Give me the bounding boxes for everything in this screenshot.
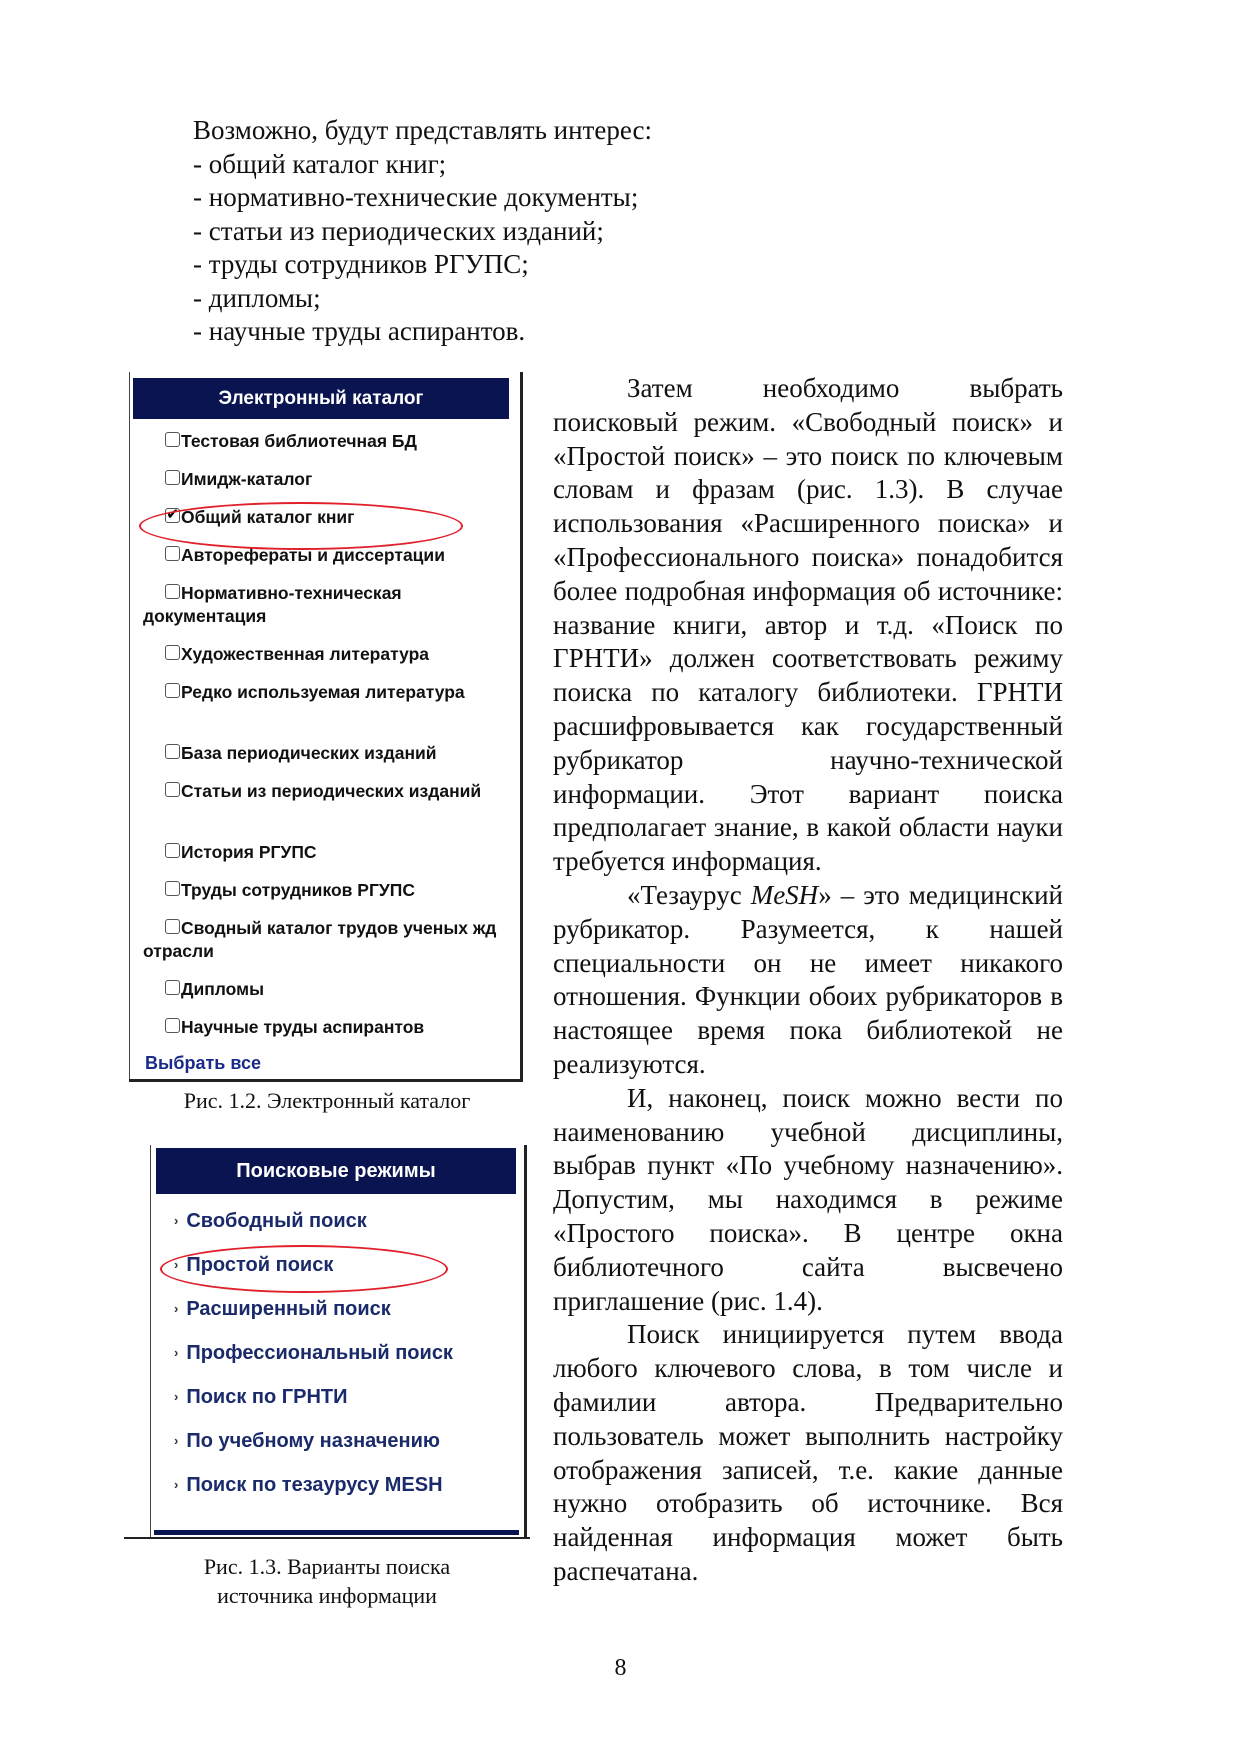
- checkbox[interactable]: [165, 1018, 180, 1033]
- catalog-figure: [129, 372, 523, 1082]
- chevron-right-icon: ›: [174, 1477, 179, 1492]
- catalog-checkbox-item[interactable]: [143, 1016, 498, 1039]
- checkbox[interactable]: [165, 584, 180, 599]
- checkbox-label: Авторефераты и диссертации: [181, 545, 445, 565]
- mode-link-mesh-search[interactable]: [174, 1474, 443, 1497]
- figure-caption: Рис. 1.2. Электронный каталог: [183, 1088, 471, 1113]
- chevron-right-icon: ›: [174, 1301, 179, 1316]
- checkbox-label: Общий каталог книг: [181, 507, 355, 527]
- paragraph: И, наконец, поиск можно вести по наименованию учебной дисциплины, выбрав пункт «По учебному назначению». Допустим, мы находимся в режиме «Простого поиска». В центре окна библиотечного сайта высвечено приглашение (рис. 1.4).: [553, 1082, 1063, 1316]
- intro-list-item: - нормативно-технические документы;: [193, 182, 639, 212]
- intro-list-item: - статьи из периодических изданий;: [193, 215, 604, 246]
- catalog-checkbox-item[interactable]: [143, 468, 498, 491]
- mode-link-grnti-search[interactable]: [174, 1386, 348, 1409]
- checkbox[interactable]: [165, 881, 180, 896]
- catalog-checkbox-item[interactable]: [143, 879, 498, 902]
- mode-link-free-search[interactable]: [174, 1210, 367, 1233]
- checkbox[interactable]: [165, 782, 180, 797]
- checkbox-label: История РГУПС: [181, 842, 317, 862]
- mode-link-label: По учебному назначению: [186, 1430, 440, 1452]
- checkbox[interactable]: [165, 645, 180, 660]
- figure-frame-left: [129, 372, 130, 1082]
- checkbox[interactable]: [165, 980, 180, 995]
- catalog-checkbox-item[interactable]: [143, 780, 498, 803]
- checkbox-label: Сводный каталог трудов ученых жд отрасли: [143, 918, 497, 961]
- checkbox-label: Дипломы: [181, 979, 265, 999]
- page-number: 8: [614, 1655, 627, 1681]
- checkbox-label: Тестовая библиотечная БД: [181, 431, 417, 451]
- checkbox[interactable]: [165, 919, 180, 934]
- highlight-ellipse: [139, 502, 463, 550]
- figure-frame-left: [150, 1145, 151, 1537]
- figure-frame-bottom: [129, 1079, 523, 1082]
- caption-line: источника информации: [217, 1583, 437, 1608]
- paragraph: Затем необходимо выбрать поисковый режим. «Свободный поиск» и «Простой поиск» – это поиск по ключевым словам и фразам (рис. 1.3). В случае использования «Расширенного поиска» и «Профессионального поиска» понадобится более подробная информация об источнике: название книги, автор и т.д. «Поиск по ГРНТИ» должен соответствовать режиму поиска по каталогу библиотеки. ГРНТИ расшифровывается как государственный рубрикатор научно-технической информации. Этот вариант поиска предполагает знание, в какой области науки требуется информация.: [553, 373, 1063, 877]
- checkbox[interactable]: [165, 843, 180, 858]
- mode-link-label: Профессиональный поиск: [186, 1342, 453, 1364]
- catalog-checkbox-item[interactable]: [143, 430, 498, 453]
- checkbox-label: База периодических изданий: [181, 743, 437, 763]
- mode-link-label: Поиск по ГРНТИ: [186, 1386, 348, 1408]
- checkbox[interactable]: [165, 432, 180, 447]
- highlight-ellipse: [160, 1245, 448, 1293]
- caption-line: Рис. 1.3. Варианты поиска: [203, 1554, 451, 1579]
- figure-caption: [130, 1552, 524, 1610]
- chevron-right-icon: ›: [174, 1389, 179, 1404]
- paragraph-text: «Тезаурус: [627, 879, 751, 910]
- checkbox-label: Имидж-каталог: [181, 469, 313, 489]
- mode-link-educational[interactable]: [174, 1430, 440, 1453]
- mode-link-professional-search[interactable]: [174, 1342, 453, 1365]
- checkbox[interactable]: [165, 683, 180, 698]
- checkbox[interactable]: [165, 744, 180, 759]
- intro-lead: Возможно, будут представлять интерес:: [193, 115, 652, 145]
- checkbox-label: Нормативно-техническая документация: [143, 583, 402, 626]
- checkbox-label: Научные труды аспирантов: [181, 1017, 425, 1037]
- paragraph-text: » – это медицинский рубрикатор. Разумеется, к нашей специальности он не имеет никакого отношения. Функции обоих рубрикаторов в настоящее время пока библиотекой не реализуются.: [553, 879, 1064, 1079]
- panel-bottom-bar: [154, 1530, 519, 1535]
- term: MeSH: [750, 879, 819, 910]
- figure-frame-bottom: [124, 1537, 530, 1539]
- catalog-checkbox-item[interactable]: [143, 643, 498, 666]
- body-text: [553, 372, 1063, 1589]
- intro-block: [193, 114, 652, 349]
- catalog-checkbox-item[interactable]: [143, 742, 498, 765]
- intro-list-item: - общий каталог книг;: [193, 148, 447, 179]
- checkbox[interactable]: ✔: [166, 506, 179, 523]
- checkbox-label: Художественная литература: [181, 644, 430, 664]
- figure-frame-right: [520, 372, 523, 1082]
- checkbox-label: Статьи из периодических изданий: [181, 781, 482, 801]
- mode-link-label: Свободный поиск: [186, 1210, 367, 1232]
- mode-link-extended-search[interactable]: [174, 1298, 391, 1321]
- chevron-right-icon: ›: [174, 1345, 179, 1360]
- search-modes-figure: [124, 1145, 530, 1545]
- paragraph: [553, 879, 1063, 1082]
- figure-frame-right: [524, 1145, 527, 1537]
- chevron-right-icon: ›: [174, 1433, 179, 1448]
- intro-list-item: - дипломы;: [193, 282, 321, 313]
- checkbox[interactable]: [165, 546, 180, 561]
- catalog-header: Электронный каталог: [133, 378, 509, 419]
- catalog-checkbox-item[interactable]: [143, 917, 498, 963]
- mode-link-label: Простой поиск: [186, 1254, 334, 1276]
- search-modes-header: Поисковые режимы: [156, 1148, 516, 1194]
- checkbox[interactable]: [165, 470, 180, 485]
- catalog-checkbox-item[interactable]: [143, 978, 498, 1001]
- intro-list-item: - научные труды аспирантов.: [193, 316, 526, 346]
- checkbox-label: Редко используемая литература: [181, 682, 465, 702]
- intro-list-item: - труды сотрудников РГУПС;: [193, 249, 529, 279]
- mode-link-label: Поиск по тезаурусу MESH: [186, 1474, 443, 1496]
- select-all-link[interactable]: Выбрать все: [145, 1053, 262, 1073]
- catalog-checkbox-item[interactable]: [143, 681, 498, 704]
- paragraph: Поиск инициируется путем ввода любого ключевого слова, в том числе и фамилии автора. Предварительно пользователь может выполнить настройку отображения записей, т.е. какие данные нужно отобразить об источнике. Вся найденная информация может быть распечатана.: [553, 1319, 1063, 1586]
- chevron-right-icon: ›: [174, 1213, 179, 1228]
- checkbox-label: Труды сотрудников РГУПС: [181, 880, 415, 900]
- chevron-right-icon: ›: [174, 1257, 179, 1272]
- catalog-checkbox-item[interactable]: [143, 841, 498, 864]
- mode-link-label: Расширенный поиск: [186, 1298, 391, 1320]
- catalog-checkbox-item[interactable]: [143, 582, 498, 628]
